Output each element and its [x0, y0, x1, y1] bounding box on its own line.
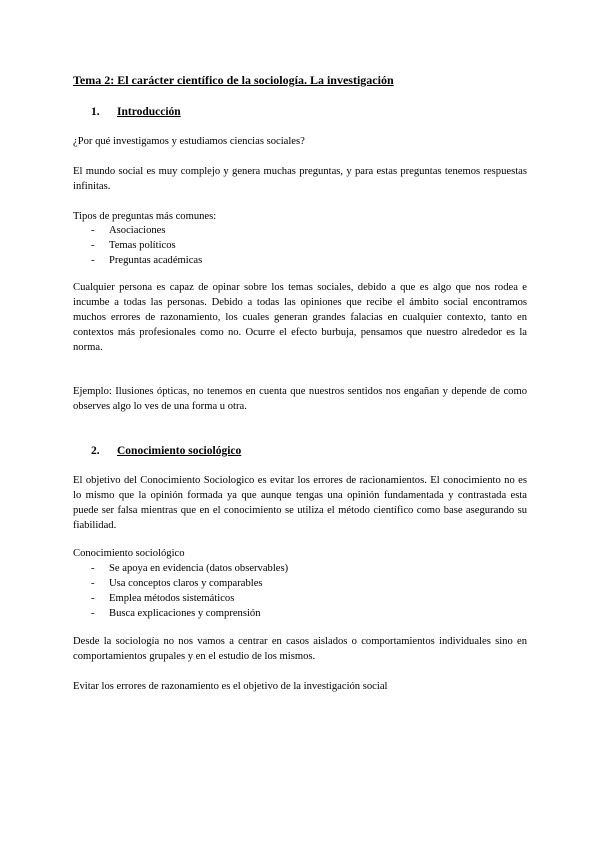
list-item: - Usa conceptos claros y comparables [91, 578, 263, 589]
dash-bullet: - [91, 255, 95, 266]
dash-bullet: - [91, 563, 95, 574]
dash-bullet: - [91, 608, 95, 619]
list-item: - Asociaciones [91, 225, 166, 236]
conocimiento-paragraph-2: Desde la sociología no nos vamos a centrar en casos aislados o comportamientos individuales sino en comportamientos grupales y en el estudio de los mismos. [73, 636, 527, 662]
section-title: Conocimiento sociológico [117, 445, 242, 457]
dash-bullet: - [91, 593, 95, 604]
section-title: Introducción [117, 106, 181, 118]
section-heading-introduccion [91, 105, 181, 120]
intro-paragraph-2: Cualquier persona es capaz de opinar sobre los temas sociales, debido a que es algo que nos rodea e incumbe a todas las personas. Debido a todas las opiniones que recibe el ámbito social encontramos muchos errores de razonamiento, los cuales generan grandes falacias en cualquier contexto, tanto en contextos más profesionales como no. Ocurre el efecto burbuja, pensamos que nuestro alrededor es la norma. [73, 282, 527, 353]
conocimiento-paragraph-1: El objetivo del Conocimiento Sociologico es evitar los errores de racionamientos. El conocimiento no es lo mismo que la opinión formada ya que aunque tengas una opinión fundamentada y contrastada esta puede ser falsa mientras que en el conocimiento se utiliza el método científico como base asegurando su fiabilidad. [73, 475, 527, 531]
conocimiento-list [73, 561, 288, 621]
section-heading-conocimiento [91, 444, 241, 459]
list-item: - Se apoya en evidencia (datos observables) [91, 563, 289, 574]
list-item: - Temas políticos [91, 240, 176, 251]
dash-bullet: - [91, 240, 95, 251]
section-number: 2. [91, 445, 100, 457]
intro-paragraph-1: El mundo social es muy complejo y genera muchas preguntas, y para estas preguntas tenemos respuestas infinitas. [73, 166, 527, 192]
section-number: 1. [91, 106, 100, 118]
intro-list-intro: Tipos de preguntas más comunes: [73, 211, 217, 222]
intro-question: ¿Por qué investigamos y estudiamos ciencias sociales? [73, 136, 305, 147]
conocimiento-paragraph-3: Evitar los errores de razonamiento es el objetivo de la investigación social [73, 681, 388, 692]
conocimiento-list-intro: Conocimiento sociológico [73, 548, 185, 559]
intro-example-paragraph: Ejemplo: Ilusiones ópticas, no tenemos en cuenta que nuestros sentidos nos engañan y depende de como observes algo lo ves de una forma u otra. [73, 386, 527, 412]
document-title: Tema 2: El carácter científico de la sociología. La investigación [73, 73, 394, 87]
dash-bullet: - [91, 225, 95, 236]
list-item: - Emplea métodos sistemáticos [91, 593, 235, 604]
list-item: - Preguntas académicas [91, 255, 203, 266]
intro-list [73, 223, 202, 268]
dash-bullet: - [91, 578, 95, 589]
list-item: - Busca explicaciones y comprensión [91, 608, 261, 619]
